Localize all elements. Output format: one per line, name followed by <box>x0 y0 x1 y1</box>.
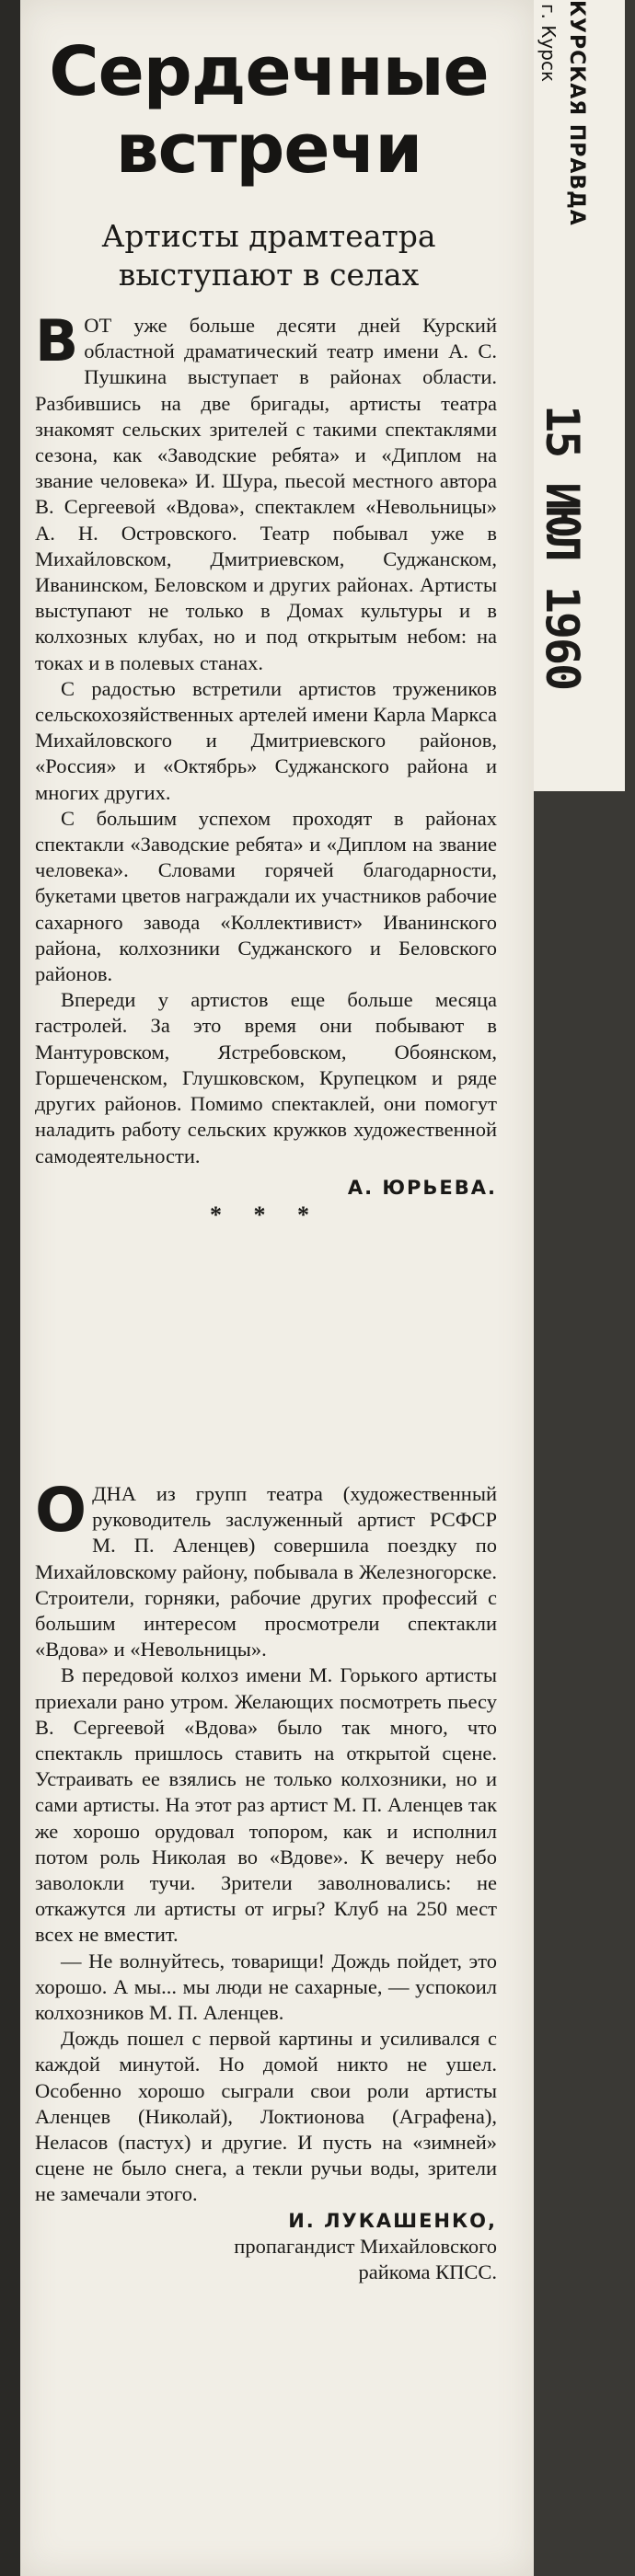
article-2-paragraph-3: — Не волнуйтесь, товарищи! Дождь пойдет, это хорошо. А мы... мы люди не сахарные, — успокоил колхозников М. П. Аленцев. <box>35 1949 497 2025</box>
subheadline-line-1: Артисты драмтеатра <box>101 218 436 254</box>
article-2-author: И. ЛУКАШЕНКО, <box>288 2209 497 2232</box>
drop-cap: В <box>35 307 79 374</box>
article-body <box>35 307 497 1228</box>
section-separator: * * * <box>210 1201 322 1228</box>
newspaper-name: КУРСКАЯ ПРАВДА <box>565 0 588 226</box>
subheadline-line-2: выступают в селах <box>118 257 420 293</box>
article-paragraph-3: С большим успехом проходят в районах спектакли «Заводские ребята» и «Диплом на звание человека». Словами горячей благодарности, букетами цветов награждали их участников рабочие сахарного завода «Коллективист» Иванинского района, колхозники Суджанского и Беловского районов. <box>35 806 497 986</box>
headline-line-1: Сердечные <box>49 32 489 111</box>
article-paragraph-1-text: ОТ уже больше десяти дней Курский областной драматический театр имени А. С. Пушкина выступает в районах области. Разбившись на две бригады, артисты театра знакомят сельских зрителей с такими спектаклями сезона, как «Заводские ребята» и «Диплом на звание человека» И. Шура, пьесой местного автора В. Сергеевой «Вдова», спектаклем «Невольницы» А. Н. Островского. Театр побывал уже в Михайловском, Дмитриевском, Суджанском, Иванинском, Беловском и других районах. Артисты выступают не только в Домах культуры и в колхозных клубах, но и под открытым небом: на токах и в полевых станах. <box>35 314 497 674</box>
article-paragraph-4: Впереди у артистов еще больше месяца гастролей. За это время они побывают в Мантуровском, Ястребовском, Обоянском, Горшеченском, Глушковском, Крупецком и ряде других районов. Помимо спектаклей, они помогут наладить работу сельских кружков художественной самодеятельности. <box>35 988 497 1167</box>
article-paragraph-1 <box>35 307 497 676</box>
article-paragraph-2: С радостью встретили артистов тружеников сельскохозяйственных артелей имени Карла Маркса Михайловского и Дмитриевского районов, «Россия» и «Октябрь» Суджанского района и многих других. <box>35 676 497 804</box>
article-2-paragraph-1 <box>35 1475 497 1662</box>
article-2-body <box>35 1475 497 2285</box>
newspaper-masthead <box>537 0 626 248</box>
article-2-paragraph-4: Дождь пошел с первой картины и усиливался с каждой минутой. Но домой никто не ушел. Особенно хорошо сыграли свои роли артисты Аленцев (Николай), Локтионова (Аграфена), Неласов (пастух) и другие. И пусть на «зимней» сцене не было снега, а текли ручьи воды, зрители не замечали этого. <box>35 2027 497 2206</box>
drop-cap-2: О <box>35 1475 87 1546</box>
article-2-paragraph-1-text: ДНА из групп театра (художественный руководитель заслуженный артист РСФСР М. П. Аленцев) совершила поездку по Михайловскому району, побывала в Железногорске. Строители, горняки, рабочие других профессий с большим интересом просмотрели спектакли «Вдова» и «Невольницы». <box>35 1482 497 1662</box>
article-2-author-role-2: райкома КПСС. <box>358 2260 497 2284</box>
newspaper-city: г. Курск <box>537 4 560 83</box>
date-stamp-text: 15 ИЮЛ 1960 <box>536 405 589 690</box>
subheadline <box>20 217 517 294</box>
article-author: А. ЮРЬЕВА. <box>347 1176 497 1199</box>
date-stamp <box>515 405 618 708</box>
scan-background-left <box>0 0 20 2576</box>
headline <box>20 33 517 188</box>
headline-line-2: встречи <box>115 109 422 189</box>
article-2-paragraph-2: В передовой колхоз имени М. Горького артисты приехали рано утром. Желающих посмотреть пьесу В. Сергеевой «Вдова» было так много, что спектакль пришлось ставить на открытой сцене. Устраивать ее взялись не только колхозники, но и сами артисты. На этот раз артист М. П. Аленцев так же хорошо орудовал топором, как и исполнил потом роль Николая во «Вдове». К вечеру небо заволокли тучи. Зрители заволновались: не откажутся ли артисты от игры? Клуб на 250 мест всех не вместит. <box>35 1663 497 1947</box>
article-2-author-role-1: пропагандист Михайловского <box>234 2234 497 2258</box>
